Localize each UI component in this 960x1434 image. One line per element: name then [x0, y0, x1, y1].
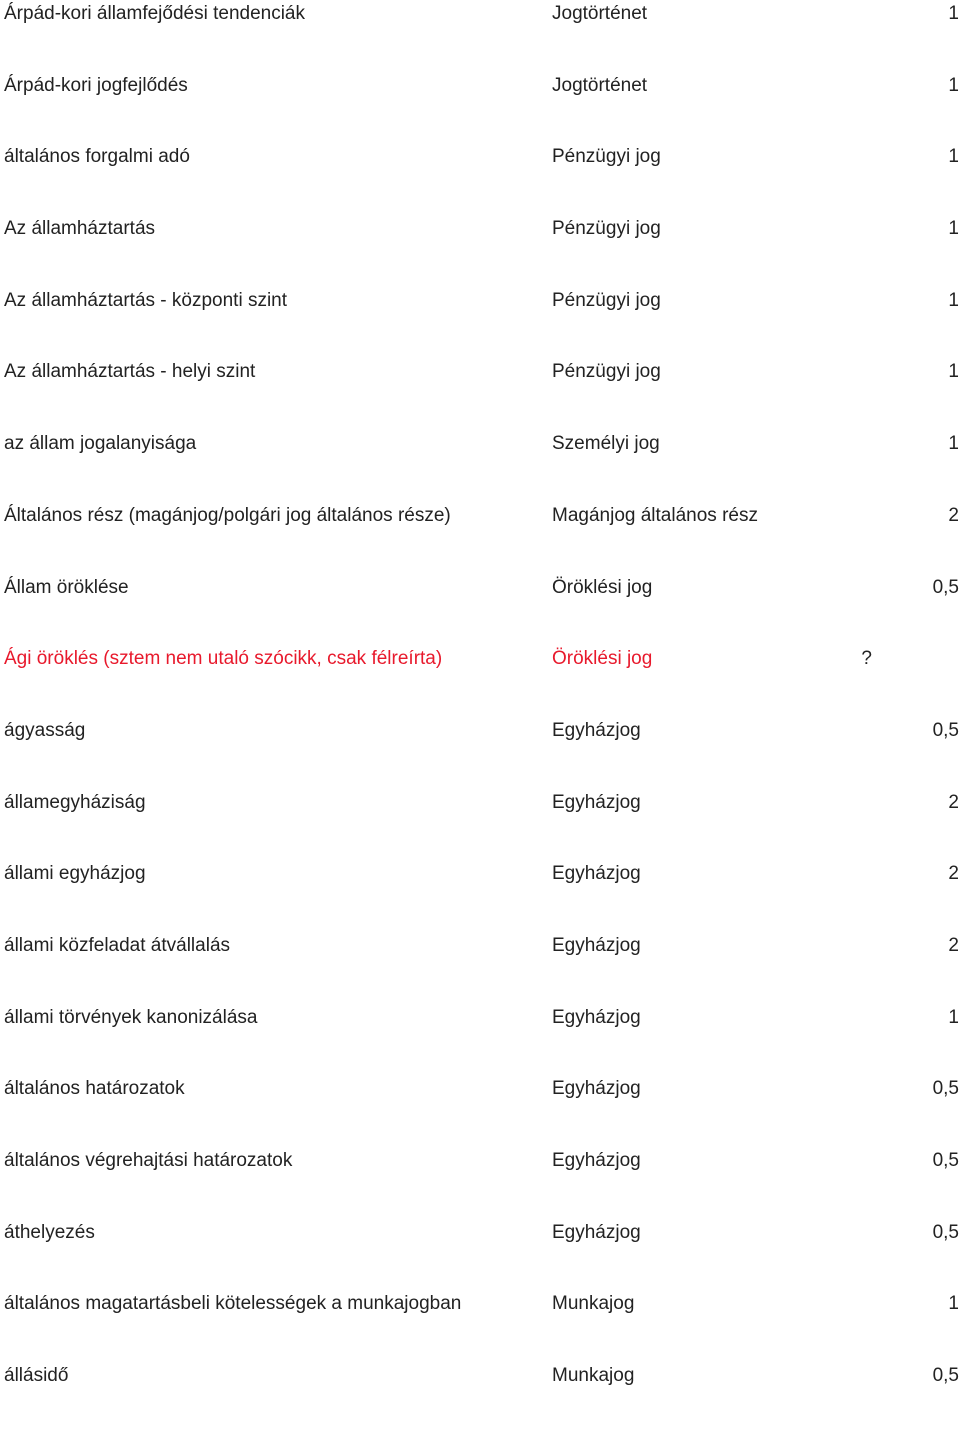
subject-cell: Pénzügyi jog	[552, 218, 661, 240]
subject-cell: Öröklési jog	[552, 576, 653, 598]
table-row	[0, 1219, 960, 1291]
weight-cell: 1	[948, 289, 959, 311]
term-cell: Általános rész (magánjog/polgári jog általános része)	[4, 504, 451, 526]
subject-cell: Magánjog általános rész	[552, 504, 758, 526]
table-row	[0, 1004, 960, 1076]
table-row	[0, 1290, 960, 1362]
weight-cell: 1	[948, 361, 959, 383]
term-cell: Az államháztartás - helyi szint	[4, 361, 256, 383]
term-cell: állami egyházjog	[4, 863, 146, 885]
weight-cell: 0,5	[932, 1365, 959, 1387]
weight-cell: 1	[948, 1006, 959, 1028]
term-cell: Árpád-kori jogfejlődés	[4, 74, 188, 96]
subject-cell: Munkajog	[552, 1365, 635, 1387]
term-cell: Az államháztartás - központi szint	[4, 289, 288, 311]
weight-cell: 1	[948, 3, 959, 24]
weight-cell: 2	[948, 791, 959, 813]
subject-cell: Egyházjog	[552, 934, 641, 956]
subject-cell: Jogtörténet	[552, 74, 648, 96]
term-cell: Ági öröklés (sztem nem utaló szócikk, csak félreírta)	[4, 648, 443, 670]
weight-cell: 1	[948, 433, 959, 455]
weight-cell: 2	[948, 504, 959, 526]
table-row	[0, 215, 960, 287]
weight-cell: ?	[861, 648, 872, 670]
weight-cell: 0,5	[932, 1221, 959, 1243]
term-cell: általános magatartásbeli kötelességek a munkajogban	[4, 1293, 462, 1315]
term-cell: állami törvények kanonizálása	[4, 1006, 258, 1028]
term-cell: Árpád-kori államfejődési tendenciák	[4, 3, 305, 24]
weight-cell: 1	[948, 74, 959, 96]
table-row	[0, 72, 960, 144]
term-cell: az állam jogalanyisága	[4, 433, 197, 455]
table-row-flagged	[0, 645, 960, 717]
weight-cell: 0,5	[932, 576, 959, 598]
table-row	[0, 1147, 960, 1219]
term-cell: általános határozatok	[4, 1078, 185, 1100]
table-row	[0, 287, 960, 359]
weight-cell: 2	[948, 863, 959, 885]
subject-cell: Egyházjog	[552, 791, 641, 813]
subject-cell: Egyházjog	[552, 863, 641, 885]
term-cell: államegyháziság	[4, 791, 146, 813]
table-row	[0, 143, 960, 215]
term-cell: Az államháztartás	[4, 218, 156, 240]
subject-cell: Személyi jog	[552, 433, 660, 455]
weight-cell: 0,5	[932, 1150, 959, 1171]
subject-cell: Egyházjog	[552, 1221, 641, 1243]
subject-cell: Munkajog	[552, 1293, 635, 1315]
table-row	[0, 789, 960, 861]
table-row	[0, 430, 960, 502]
subject-cell: Pénzügyi jog	[552, 146, 661, 168]
subject-cell: Egyházjog	[552, 1150, 641, 1171]
table-row	[0, 574, 960, 646]
term-cell: állásidő	[4, 1365, 69, 1387]
weight-cell: 0,5	[932, 1078, 959, 1100]
table-row	[0, 860, 960, 932]
term-cell: általános forgalmi adó	[4, 146, 190, 168]
subject-cell: Jogtörténet	[552, 3, 648, 24]
subject-cell: Egyházjog	[552, 719, 641, 741]
table-row	[0, 1075, 960, 1147]
table-row	[0, 358, 960, 430]
table-row	[0, 717, 960, 789]
term-cell: általános végrehajtási határozatok	[4, 1150, 293, 1171]
subject-cell: Egyházjog	[552, 1078, 641, 1100]
weight-cell: 1	[948, 146, 959, 168]
term-cell: ágyasság	[4, 719, 86, 741]
subject-cell: Öröklési jog	[552, 648, 653, 670]
table-row	[0, 1362, 960, 1434]
weight-cell: 1	[948, 218, 959, 240]
term-cell: Állam öröklése	[4, 576, 129, 598]
weight-cell: 1	[948, 1293, 959, 1315]
table-row	[0, 502, 960, 574]
term-cell: áthelyezés	[4, 1221, 95, 1243]
weight-cell: 0,5	[932, 719, 959, 741]
weight-cell: 2	[948, 934, 959, 956]
subject-cell: Pénzügyi jog	[552, 289, 661, 311]
subject-cell: Egyházjog	[552, 1006, 641, 1028]
subject-cell: Pénzügyi jog	[552, 361, 661, 383]
table-row	[0, 932, 960, 1004]
table-row	[0, 0, 960, 72]
term-cell: állami közfeladat átvállalás	[4, 934, 231, 956]
